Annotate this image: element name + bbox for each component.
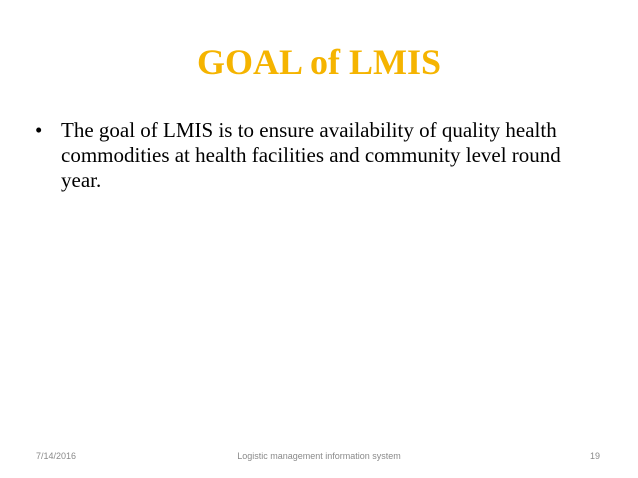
bullet-item: [35, 118, 595, 193]
bullet-icon: •: [35, 118, 43, 142]
footer-date: 7/14/2016: [36, 451, 77, 461]
footer-page-number: 19: [590, 451, 601, 461]
bullet-text: The goal of LMIS is to ensure availability of quality health commodities at health facilities and community level round year.: [61, 118, 561, 192]
slide-title: GOAL of LMIS: [196, 42, 442, 82]
slide-body: [35, 118, 595, 193]
footer-title: Logistic management information system: [237, 451, 401, 461]
